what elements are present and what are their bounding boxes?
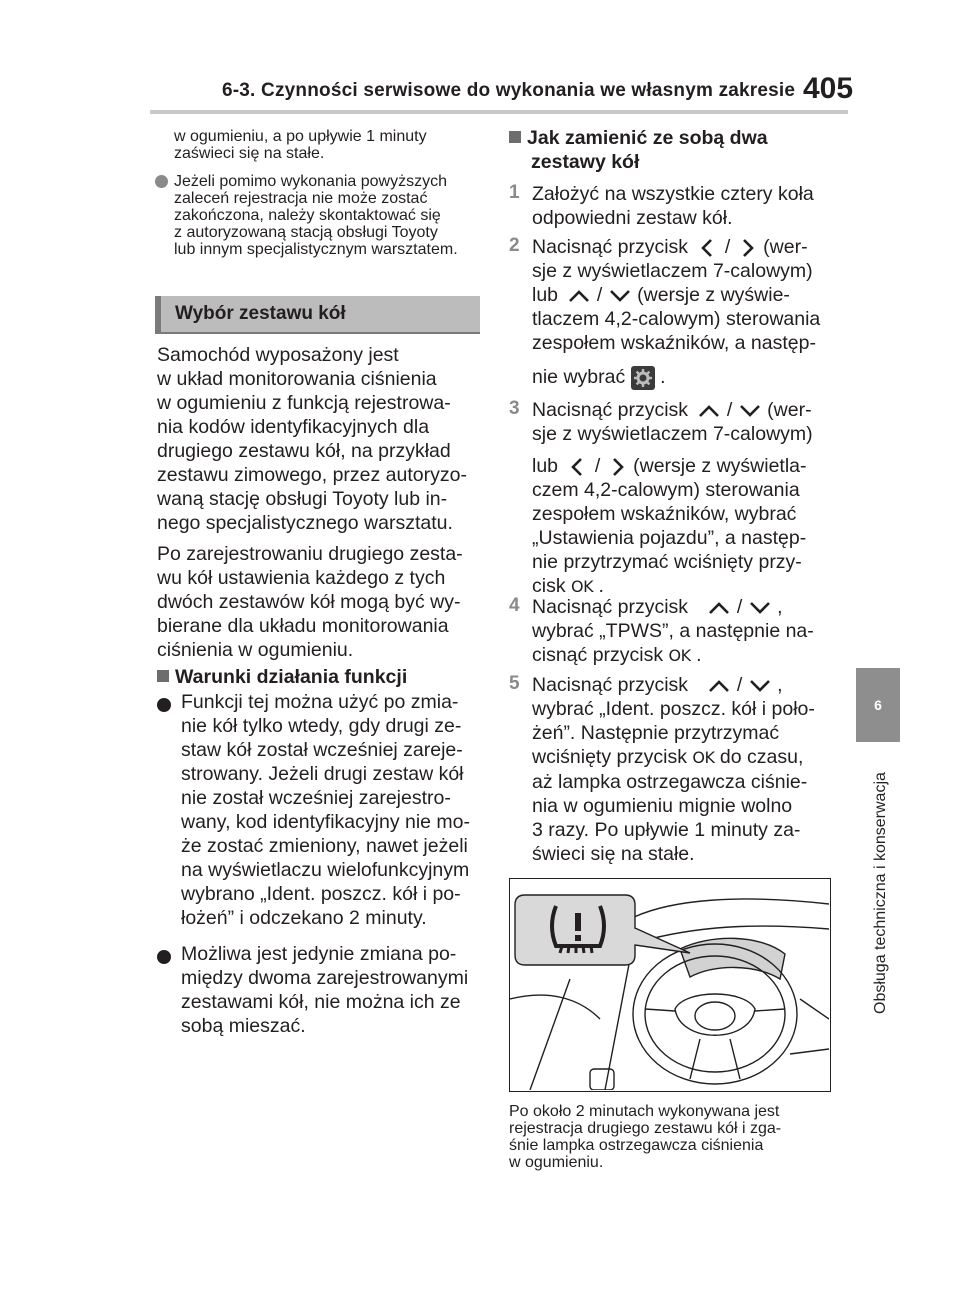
text-line: nia kodów identyfikacyjnych dla xyxy=(157,416,430,438)
text-line: nego specjalistycznego warsztatu. xyxy=(157,512,453,534)
page-number: 405 xyxy=(803,72,854,105)
text-line: staw kół został wcześniej zareje- xyxy=(181,739,463,761)
text-span: (wer- xyxy=(767,399,812,421)
text-line: śnie lampka ostrzegawcza ciśnienia xyxy=(509,1137,764,1154)
section-heading-text: Wybór zestawu kół xyxy=(175,303,346,324)
step-number: 3 xyxy=(509,398,520,419)
text-line: wybrać „TPWS”, a następnie na- xyxy=(532,620,814,642)
text-span: nie wybrać xyxy=(532,366,626,388)
text-line: w ogumieniu. xyxy=(509,1154,604,1171)
chevron-down-icon xyxy=(748,599,772,617)
slash: / xyxy=(724,236,731,258)
text-line: między dwoma zarejestrowanymi xyxy=(181,967,469,989)
text-span: . xyxy=(598,575,604,597)
text-line: w ogumieniu z funkcją rejestrowa- xyxy=(157,392,451,414)
slash: / xyxy=(736,674,743,696)
ok-button-icon: OK xyxy=(668,646,691,665)
text-line: Samochód wyposażony jest xyxy=(157,344,399,366)
figure-caption xyxy=(509,1103,781,1171)
chevron-left-icon xyxy=(567,456,589,478)
chevron-right-icon xyxy=(736,237,758,259)
text-line: zakończona, należy skontaktować się xyxy=(174,207,441,224)
text-line: odpowiedni zestaw kół. xyxy=(532,207,733,229)
text-line: 3 razy. Po upływie 1 minuty za- xyxy=(532,819,801,841)
step-2 xyxy=(532,235,842,390)
step-number: 4 xyxy=(509,595,520,616)
text-span: lub xyxy=(532,284,559,306)
text-line: że zostać zmieniony, nawet jeżeli xyxy=(181,835,468,857)
note-block xyxy=(174,173,458,258)
text-line: Jeżeli pomimo wykonania powyższych xyxy=(174,173,447,190)
sub-heading xyxy=(157,665,407,689)
step-1 xyxy=(532,182,814,230)
text-line: wybrać „Ident. poszcz. kół i poło- xyxy=(532,698,815,720)
text-line: łożeń” i odczekano 2 minuty. xyxy=(181,907,427,929)
dashboard-illustration xyxy=(509,878,831,1092)
text-line: zaświeci się na stałe. xyxy=(174,145,325,162)
chevron-up-icon xyxy=(697,402,721,420)
step-number: 5 xyxy=(509,673,520,694)
chapter-side-label-text: Obsługa techniczna i konserwacja xyxy=(872,772,889,1014)
text-line: strowany. Jeżeli drugi zestaw kół xyxy=(181,763,464,785)
text-span: (wer- xyxy=(763,236,808,258)
page-header-title: 6-3. Czynności serwisowe do wykonania we własnym zakresie xyxy=(222,80,796,101)
text-line: z autoryzowaną stacją obsługi Toyoty xyxy=(174,224,438,241)
text-line: „Ustawienia pojazdu”, a następ- xyxy=(532,527,807,549)
right-heading-text: zestawy kół xyxy=(531,151,640,173)
slash: / xyxy=(736,596,743,618)
chevron-up-icon xyxy=(707,599,731,617)
text-line: zespołem wskaźników, wybrać xyxy=(532,503,797,525)
text-line: ciśnienia w ogumieniu. xyxy=(157,639,354,661)
step-3 xyxy=(532,398,842,599)
ok-button-icon: OK xyxy=(571,577,594,596)
square-bullet-icon xyxy=(509,131,521,143)
settings-gear-icon xyxy=(631,366,655,390)
text-line: Po około 2 minutach wykonywana jest xyxy=(509,1103,780,1120)
ok-button-icon: OK xyxy=(692,748,715,767)
text-line: Możliwa jest jedynie zmiana po- xyxy=(181,943,457,965)
section-underline xyxy=(155,332,480,334)
text-line: Założyć na wszystkie cztery koła xyxy=(532,183,814,205)
chevron-left-icon xyxy=(697,237,719,259)
continued-text xyxy=(174,128,427,162)
text-line: aż lampka ostrzegawcza ciśnie- xyxy=(532,771,808,793)
text-span: . xyxy=(696,644,702,666)
text-line: sobą mieszać. xyxy=(181,1015,306,1037)
text-line: wu kół ustawienia każdego z tych xyxy=(157,567,446,589)
chevron-down-icon xyxy=(748,677,772,695)
text-line: dwóch zestawów kół mogą być wy- xyxy=(157,591,461,613)
text-line: nia w ogumieniu mignie wolno xyxy=(532,795,793,817)
right-heading-text: Jak zamienić ze sobą dwa xyxy=(527,127,768,149)
chapter-tab: 6 xyxy=(856,668,900,742)
text-span: Nacisnąć przycisk xyxy=(532,596,689,618)
text-line: drugiego zestawu kół, na przykład xyxy=(157,440,451,462)
text-line: czem 4,2-calowym) sterowania xyxy=(532,479,800,501)
text-line: nie kół tylko wtedy, gdy drugi ze- xyxy=(181,715,462,737)
text-line: Po zarejestrowaniu drugiego zesta- xyxy=(157,543,463,565)
header-rule xyxy=(150,110,848,114)
text-span: , xyxy=(777,596,783,618)
text-line: wany, kod identyfikacyjny nie mo- xyxy=(181,811,471,833)
text-span: (wersje z wyświe- xyxy=(637,284,790,306)
text-span: . xyxy=(660,366,666,388)
text-line: sje z wyświetlaczem 7-calowym) xyxy=(532,423,813,445)
slash: / xyxy=(726,399,733,421)
bullet-2 xyxy=(181,942,468,1038)
text-span: , xyxy=(777,674,783,696)
text-span: Nacisnąć przycisk xyxy=(532,674,689,696)
text-span: wciśnięty przycisk xyxy=(532,746,687,768)
text-line: żeń”. Następnie przytrzymać xyxy=(532,722,780,744)
text-line: waną stację obsługi Toyoty lub in- xyxy=(157,488,448,510)
text-span: Nacisnąć przycisk xyxy=(532,399,689,421)
text-span: cisnąć przycisk xyxy=(532,644,664,666)
text-span: lub xyxy=(532,455,559,477)
steering-wheel-illustration xyxy=(510,879,829,1090)
text-span: cisk xyxy=(532,575,566,597)
text-line: w ogumieniu, a po upływie 1 minuty xyxy=(174,128,427,145)
chevron-down-icon xyxy=(738,402,762,420)
chapter-side-label xyxy=(872,744,896,1014)
text-line: zaleceń rejestracja nie może zostać xyxy=(174,190,428,207)
text-line: rejestracja drugiego zestawu kół i zga- xyxy=(509,1120,782,1137)
text-line: sje z wyświetlaczem 7-calowym) xyxy=(532,260,813,282)
step-4 xyxy=(532,595,842,668)
text-line: wybrano „Ident. poszcz. kół i po- xyxy=(181,883,461,905)
text-line: zestawu zimowego, przez autoryzo- xyxy=(157,464,467,486)
text-line: na wyświetlaczu wielofunkcyjnym xyxy=(181,859,470,881)
slash: / xyxy=(596,284,603,306)
note-bullet-icon xyxy=(155,175,168,188)
text-line: nie został wcześniej zarejestro- xyxy=(181,787,451,809)
text-line: nie przytrzymać wciśnięty przy- xyxy=(532,551,802,573)
text-line: tlaczem 4,2-calowym) sterowania xyxy=(532,308,821,330)
text-span: (wersje z wyświetla- xyxy=(633,455,807,477)
text-line: Funkcji tej można użyć po zmia- xyxy=(181,691,459,713)
step-number: 1 xyxy=(509,182,520,203)
paragraph-1 xyxy=(157,343,467,535)
text-line: lub innym specjalistycznym warsztatem. xyxy=(174,241,458,258)
text-line: zestawami kół, nie można ich ze xyxy=(181,991,461,1013)
slash: / xyxy=(594,455,601,477)
bullet-icon xyxy=(157,950,171,964)
text-line: w układ monitorowania ciśnienia xyxy=(157,368,437,390)
text-span: do czasu, xyxy=(719,746,804,768)
bullet-1 xyxy=(181,690,470,930)
square-bullet-icon xyxy=(157,670,169,682)
step-5 xyxy=(532,673,842,866)
chevron-up-icon xyxy=(707,677,731,695)
text-line: świeci się na stałe. xyxy=(532,843,695,865)
chevron-down-icon xyxy=(608,287,632,305)
text-line: bierane dla układu monitorowania xyxy=(157,615,449,637)
paragraph-2 xyxy=(157,542,463,662)
bullet-icon xyxy=(157,698,171,712)
section-heading xyxy=(155,296,480,332)
chevron-up-icon xyxy=(567,287,591,305)
right-heading xyxy=(509,126,768,174)
sub-heading-text: Warunki działania funkcji xyxy=(175,666,408,688)
step-number: 2 xyxy=(509,235,520,256)
text-line: zespołem wskaźników, a następ- xyxy=(532,332,816,354)
chevron-right-icon xyxy=(606,456,628,478)
text-span: Nacisnąć przycisk xyxy=(532,236,689,258)
